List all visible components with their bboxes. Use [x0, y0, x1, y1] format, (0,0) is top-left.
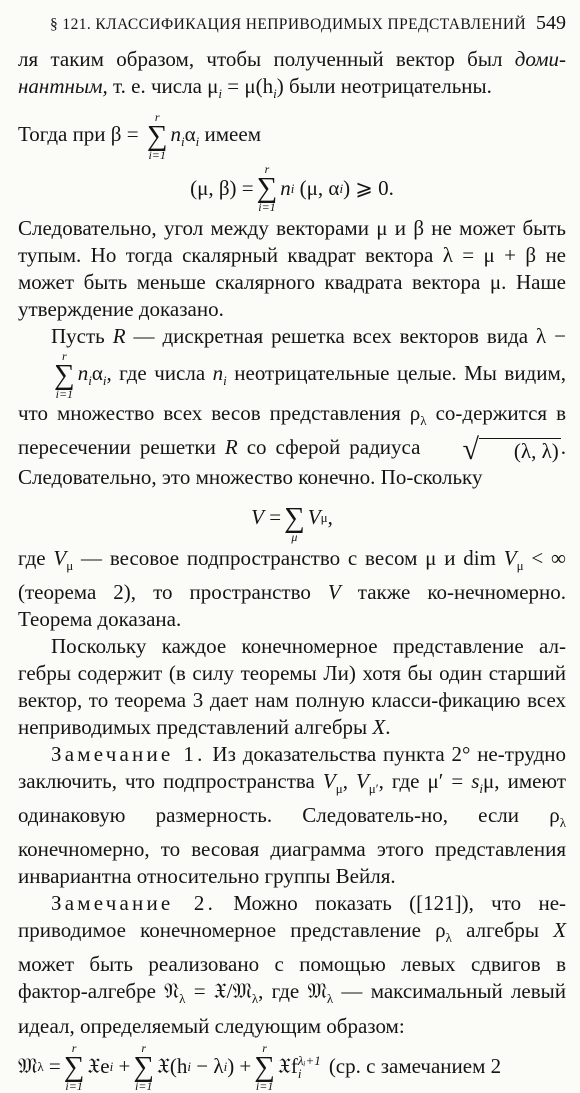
- sum-lower: i=1: [65, 1078, 83, 1093]
- math-var: α: [184, 122, 196, 146]
- subscript: i: [223, 1059, 228, 1074]
- sum-lower: i=1: [255, 1078, 274, 1093]
- math-var: V: [327, 579, 341, 604]
- sum-upper: r: [262, 1040, 267, 1055]
- subscript: λ: [251, 991, 259, 1007]
- sum-lower: i=1: [148, 148, 166, 163]
- formula-part: (μ, β) =: [190, 175, 254, 200]
- remark-label: Замечание 2.: [51, 891, 217, 916]
- sum-lower: μ: [291, 529, 298, 544]
- summation: [147, 111, 168, 161]
- text-run: ,: [342, 768, 348, 793]
- text-run: т. е. числа μ: [113, 74, 219, 98]
- text-run: , где μ′ =: [378, 768, 464, 793]
- sigma-symbol: ∑: [146, 120, 168, 153]
- text-run: Пусть: [51, 324, 105, 349]
- math-var: V: [307, 505, 321, 530]
- text-run: , где числа: [106, 361, 206, 385]
- remark-1: [18, 741, 566, 890]
- math-var: V: [355, 768, 369, 793]
- section-title: § 121. КЛАССИФИКАЦИЯ НЕПРИВОДИМЫХ ПРЕДСТАВЛЕНИЙ: [50, 16, 527, 33]
- subscript: λ: [559, 815, 566, 831]
- running-header: [18, 12, 566, 46]
- formula-part: +: [118, 1054, 131, 1078]
- subscript: i: [181, 134, 185, 150]
- math-var: V: [251, 505, 264, 530]
- subscript: i: [88, 373, 92, 389]
- paragraph-4: [18, 545, 566, 633]
- text-run: Можно показать ([121]), что не-приводимое конечномерное представление ρ: [18, 891, 567, 943]
- formula-part: =: [48, 1054, 61, 1078]
- math-var: s: [471, 768, 480, 793]
- formula-part: − λ: [196, 1054, 224, 1078]
- text-run: неотрицательные целые. Мы видим, что множество всех весов представления ρ: [18, 361, 567, 426]
- text-run: < ∞ (теорема 2), то пространство: [18, 545, 567, 604]
- formula-part: 𝔛f: [277, 1054, 298, 1078]
- sigma-symbol: ∑: [54, 359, 75, 392]
- formula-part: ) +: [227, 1054, 252, 1078]
- formula-part: (μ, α: [299, 175, 340, 200]
- math-var: n: [77, 361, 89, 385]
- subscript: i: [109, 1059, 114, 1074]
- text-run: конечномерно, то весовая диаграмма этого представления инвариантна относительно группы Вейля.: [18, 837, 566, 889]
- summation: [284, 493, 305, 543]
- text-run: Поскольку каждое конечномерное представление ал-гебры содержит (в силу теоремы Ли) хотя бы один старший вектор, то теорема 3 дает нам полную класси-фикацию всех неприводимых представлений алгебры: [18, 633, 566, 739]
- sum-lower: i=1: [55, 387, 74, 402]
- text-run: имеем: [204, 122, 261, 146]
- formula-part: (ср. с замечанием 2: [328, 1054, 502, 1078]
- italic-term: доми-: [514, 47, 567, 71]
- italic-term: нантным,: [18, 74, 108, 98]
- sum-lower: i=1: [134, 1078, 153, 1093]
- formula-part: 𝔐: [18, 1054, 38, 1078]
- formula-part: ) ⩾ 0.: [343, 175, 394, 200]
- subscript: i: [223, 373, 227, 389]
- summation: [257, 163, 278, 213]
- text-run: ) были неотрицательны.: [276, 74, 492, 98]
- formula-1: [18, 163, 566, 213]
- sigma-symbol: ∑: [256, 172, 278, 205]
- text-run: со сферой радиуса: [246, 435, 421, 460]
- sigma-symbol: ∑: [63, 1050, 85, 1083]
- math-var: X: [372, 714, 386, 739]
- summation: [254, 1042, 275, 1092]
- radicand: (λ, λ): [479, 438, 561, 464]
- sum-upper: r: [62, 349, 67, 364]
- formula-part: 𝔛(h: [157, 1054, 188, 1078]
- subscript: i: [187, 1059, 192, 1074]
- math-var: R: [224, 435, 238, 460]
- text-run: μ, имеют одинаковую размерность. Следователь-но, если ρ: [18, 768, 567, 827]
- math-var: V: [53, 545, 67, 570]
- subscript: i: [195, 134, 200, 150]
- math-var: R: [112, 324, 126, 349]
- text-run: , где 𝔐: [258, 979, 327, 1004]
- text-run: — максимальный левый идеал, определяемый следующим образом:: [18, 979, 567, 1038]
- subscript: i: [479, 780, 484, 796]
- math-var: n: [280, 175, 291, 200]
- text-run: = μ(h: [222, 74, 274, 98]
- paragraph-1: [18, 46, 566, 107]
- radical-sign: √: [462, 432, 479, 466]
- text-run: λ −: [536, 324, 567, 349]
- subscript: λ: [445, 930, 452, 946]
- math-var: V: [322, 768, 336, 793]
- remark-label: Замечание 1.: [51, 741, 206, 766]
- subscript: λ: [420, 413, 427, 429]
- formula-3: [18, 1042, 566, 1092]
- subscript: i: [339, 180, 344, 196]
- math-var: α: [91, 361, 103, 385]
- subscript: i: [102, 373, 107, 389]
- text-run: — дискретная решетка всех векторов вида: [133, 324, 529, 349]
- subscript: i: [297, 1065, 302, 1081]
- paragraph-1-cont: [18, 111, 566, 161]
- text-run: — весовое подпространство с весом μ и dim: [81, 545, 496, 570]
- page-number: 549: [536, 12, 566, 34]
- text-run: может быть реализовано с помощью левых сдвигов в фактор-алгебре 𝔑: [18, 952, 566, 1004]
- sigma-symbol: ∑: [284, 501, 305, 534]
- subscript: i: [273, 86, 277, 102]
- sum-upper: r: [141, 1040, 147, 1055]
- subscript: μ: [320, 510, 328, 526]
- text-run: Тогда при β =: [18, 122, 139, 146]
- text-run: со-держится в пересечении решетки: [18, 401, 567, 460]
- summation: [21, 350, 75, 400]
- sum-lower: i=1: [258, 200, 276, 215]
- paragraph-3: [18, 323, 566, 490]
- subscript: μ: [335, 780, 343, 796]
- text-run: ля таким образом, чтобы полученный вектор был: [18, 47, 503, 71]
- formula-part: =: [269, 505, 282, 530]
- math-var: X: [553, 918, 567, 943]
- sum-upper: r: [154, 110, 160, 125]
- subscript: λ: [179, 991, 186, 1007]
- formula-2: [18, 493, 566, 543]
- subscript: λ: [326, 991, 334, 1007]
- text-run: алгебры: [466, 918, 540, 943]
- remark-2: [18, 890, 566, 1039]
- subscript: μ: [66, 557, 74, 573]
- text-run: Из доказательства пункта 2° не-трудно заключить, что подпространства: [18, 741, 567, 793]
- summation: [133, 1042, 154, 1092]
- subscript: μ′: [368, 780, 379, 796]
- text-run: .: [385, 714, 391, 739]
- text-run: . Следовательно, это множество конечно. По-скольку: [18, 435, 567, 489]
- body-text: [18, 46, 566, 1092]
- subscript: i: [218, 86, 223, 102]
- sigma-symbol: ∑: [254, 1050, 275, 1083]
- summation: [64, 1042, 85, 1092]
- text-run: где: [18, 545, 46, 570]
- paragraph-5: [18, 633, 566, 741]
- text-run: = 𝔛/𝔐: [193, 979, 252, 1004]
- formula-part: 𝔛e: [87, 1054, 110, 1078]
- sum-upper: r: [264, 162, 270, 177]
- sum-upper: r: [71, 1040, 77, 1055]
- subscript: i: [290, 180, 295, 196]
- math-var: V: [503, 545, 517, 570]
- superscript: λᵢ+1: [297, 1052, 321, 1068]
- paragraph-2: Следовательно, угол между векторами μ и β не может быть тупым. Но тогда скалярный квадрат вектора λ = μ + β не может быть меньше скалярного квадрата вектора μ. Наше утверждение доказано.: [18, 216, 566, 322]
- subscript: μ: [516, 557, 524, 573]
- sigma-symbol: ∑: [133, 1050, 155, 1083]
- math-var: n: [170, 122, 182, 146]
- square-root: [429, 432, 560, 466]
- text-run: также ко-нечномерно. Теорема доказана.: [18, 579, 567, 631]
- subscript: λ: [37, 1059, 44, 1074]
- math-var: n: [212, 361, 224, 385]
- formula-part: ,: [327, 505, 333, 530]
